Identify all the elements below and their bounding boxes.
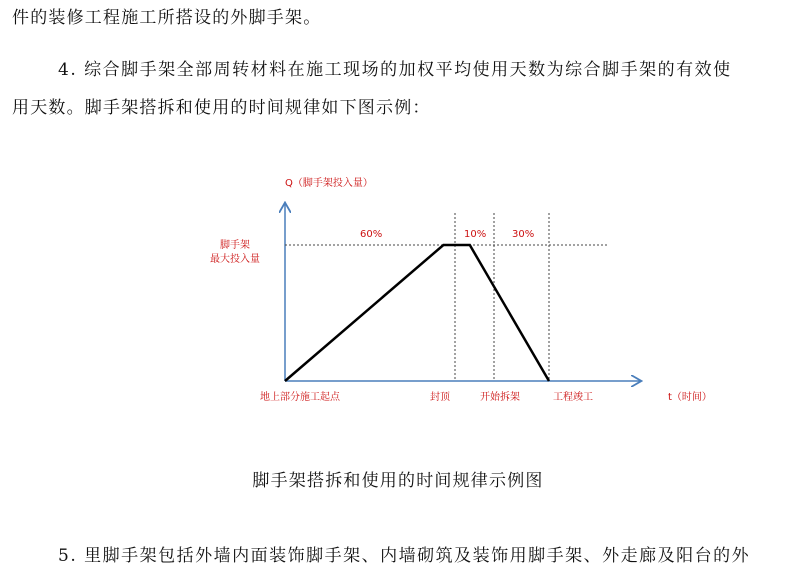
phase-percent-0: 60% [360, 229, 383, 240]
phase-percent-1: 10% [464, 229, 487, 240]
milestone-label-3: 工程竣工 [553, 392, 593, 403]
phase-percent-2: 30% [512, 229, 535, 240]
scaffold-quantity-line [285, 245, 549, 381]
y-max-label-line1: 脚手架 [220, 240, 250, 251]
y-max-label-line2: 最大投入量 [210, 254, 260, 265]
milestone-label-2: 开始拆架 [480, 392, 520, 403]
milestone-label-1: 封顶 [430, 392, 450, 403]
paragraph-item-4-line2: 用天数。脚手架搭拆和使用的时间规律如下图示例： [12, 98, 431, 118]
paragraph-item-5: 5. 里脚手架包括外墙内面装饰脚手架、内墙砌筑及装饰用脚手架、外走廊及阳台的外 [58, 546, 751, 566]
paragraph-continuation: 件的装修工程施工所搭设的外脚手架。 [12, 8, 322, 28]
x-axis-label: t（时间） [668, 392, 712, 403]
milestone-label-0: 地上部分施工起点 [260, 392, 340, 403]
paragraph-item-4-line1: 4. 综合脚手架全部周转材料在施工现场的加权平均使用天数为综合脚手架的有效使 [58, 60, 732, 80]
y-axis-label: Q（脚手架投入量） [285, 178, 373, 189]
figure-caption: 脚手架搭拆和使用的时间规律示例图 [252, 471, 544, 491]
